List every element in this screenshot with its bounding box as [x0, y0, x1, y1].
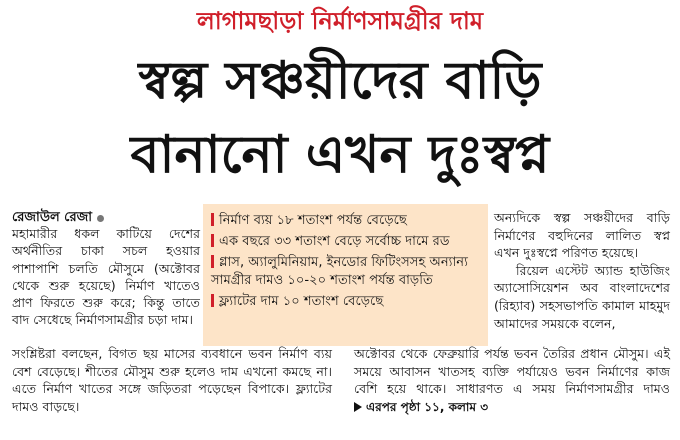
- main-headline: [0, 44, 680, 192]
- paragraph: মহামারীর ধকল কাটিয়ে দেশের অর্থনীতির চাকা সচল হওয়ার পাশাপাশি চলতি মৌসুমে (অক্টোবর থেকে শুরু হয়েছে) নির্মাণ খাতেও প্রাণ ফিরতে শুরু করে; কিন্তু তাতে বাদ সেধেছে নির্মাণসামগ্রীর চড়া দাম।: [12, 226, 200, 328]
- author-name: রেজাউল রেজা: [12, 210, 92, 225]
- red-bar-icon: [211, 255, 214, 268]
- paragraph: অন্যদিকে স্বল্প সঞ্চয়ীদের বাড়ি নির্মাণের বহুদিনের লালিত স্বপ্ন এখন দুঃস্বপ্নে পরিণত হয়েছে।: [494, 210, 670, 261]
- red-bar-icon: [211, 213, 214, 226]
- byline-dot-icon: [97, 215, 104, 222]
- highlight-item: গ্লাস, অ্যালুমিনিয়াম, ইনডোর ফিটিংসসহ অন্যান্য সামগ্রীর দামও ১০-২০ শতাংশ পর্যন্ত বাড়তি: [211, 255, 468, 288]
- kicker-headline: লাগামছাড়া নির্মাণসামগ্রীর দাম: [196, 7, 484, 35]
- headline-line-1: স্বল্প সঞ্চয়ীদের বাড়ি: [138, 50, 542, 111]
- column-left: [12, 225, 200, 329]
- highlight-item: নির্মাণ ব্যয় ১৮ শতাংশ পর্যন্ত বেড়েছে: [211, 212, 480, 230]
- red-bar-icon: [211, 234, 214, 247]
- paragraph: রিয়েল এস্টেট অ্যান্ড হাউজিং অ্যাসোসিয়েশন অব বাংলাদেশের (রিহ্যাব) সহসভাপতি কামাল মাহমুদ আমাদের সময়কে বলেন,: [494, 262, 670, 331]
- paragraph: সংশ্লিষ্টরা বলছেন, বিগত ছয় মাসের ব্যবধানে ভবন নির্মাণ ব্যয় বেশ বেড়েছে। শীতের মৌসুম শুরু হলেও দাম এখনো কমছে না। এতে নির্মাণ খাতের সঙ্গে জড়িতরা পড়েছেন বিপাকে। ফ্ল্যাটের দামও বাড়ছে।: [12, 346, 332, 414]
- bottom-section: [12, 345, 670, 416]
- headline-line-2: বানানো এখন দুঃস্বপ্ন: [130, 124, 550, 185]
- arrow-right-icon: [354, 402, 362, 412]
- column-right: [494, 209, 670, 332]
- highlight-box: [203, 204, 488, 346]
- continued-on-page-link[interactable]: এরপর পৃষ্ঠা ১১, কলাম ৩: [354, 400, 488, 414]
- highlight-item: এক বছরে ৩৩ শতাংশ বেড়ে সর্বোচ্চ দামে রড: [211, 233, 480, 251]
- red-bar-icon: [211, 294, 214, 307]
- paragraph: অক্টোবর থেকে ফেব্রুয়ারি পর্যন্ত ভবন তৈরির প্রধান মৌসুম। এই সময়ে আবাসন খাতসহ ব্যক্তি পর্যায়েও ভবন নির্মাণের কাজ বেশি হয়ে থাকে। সাধারণত এ সময় নির্মাণসামগ্রীর দামও এরপর পৃষ্ঠা ১১, কলাম ৩: [354, 346, 670, 414]
- highlight-item: ফ্ল্যাটের দাম ১০ শতাংশ বেড়েছে: [211, 293, 480, 311]
